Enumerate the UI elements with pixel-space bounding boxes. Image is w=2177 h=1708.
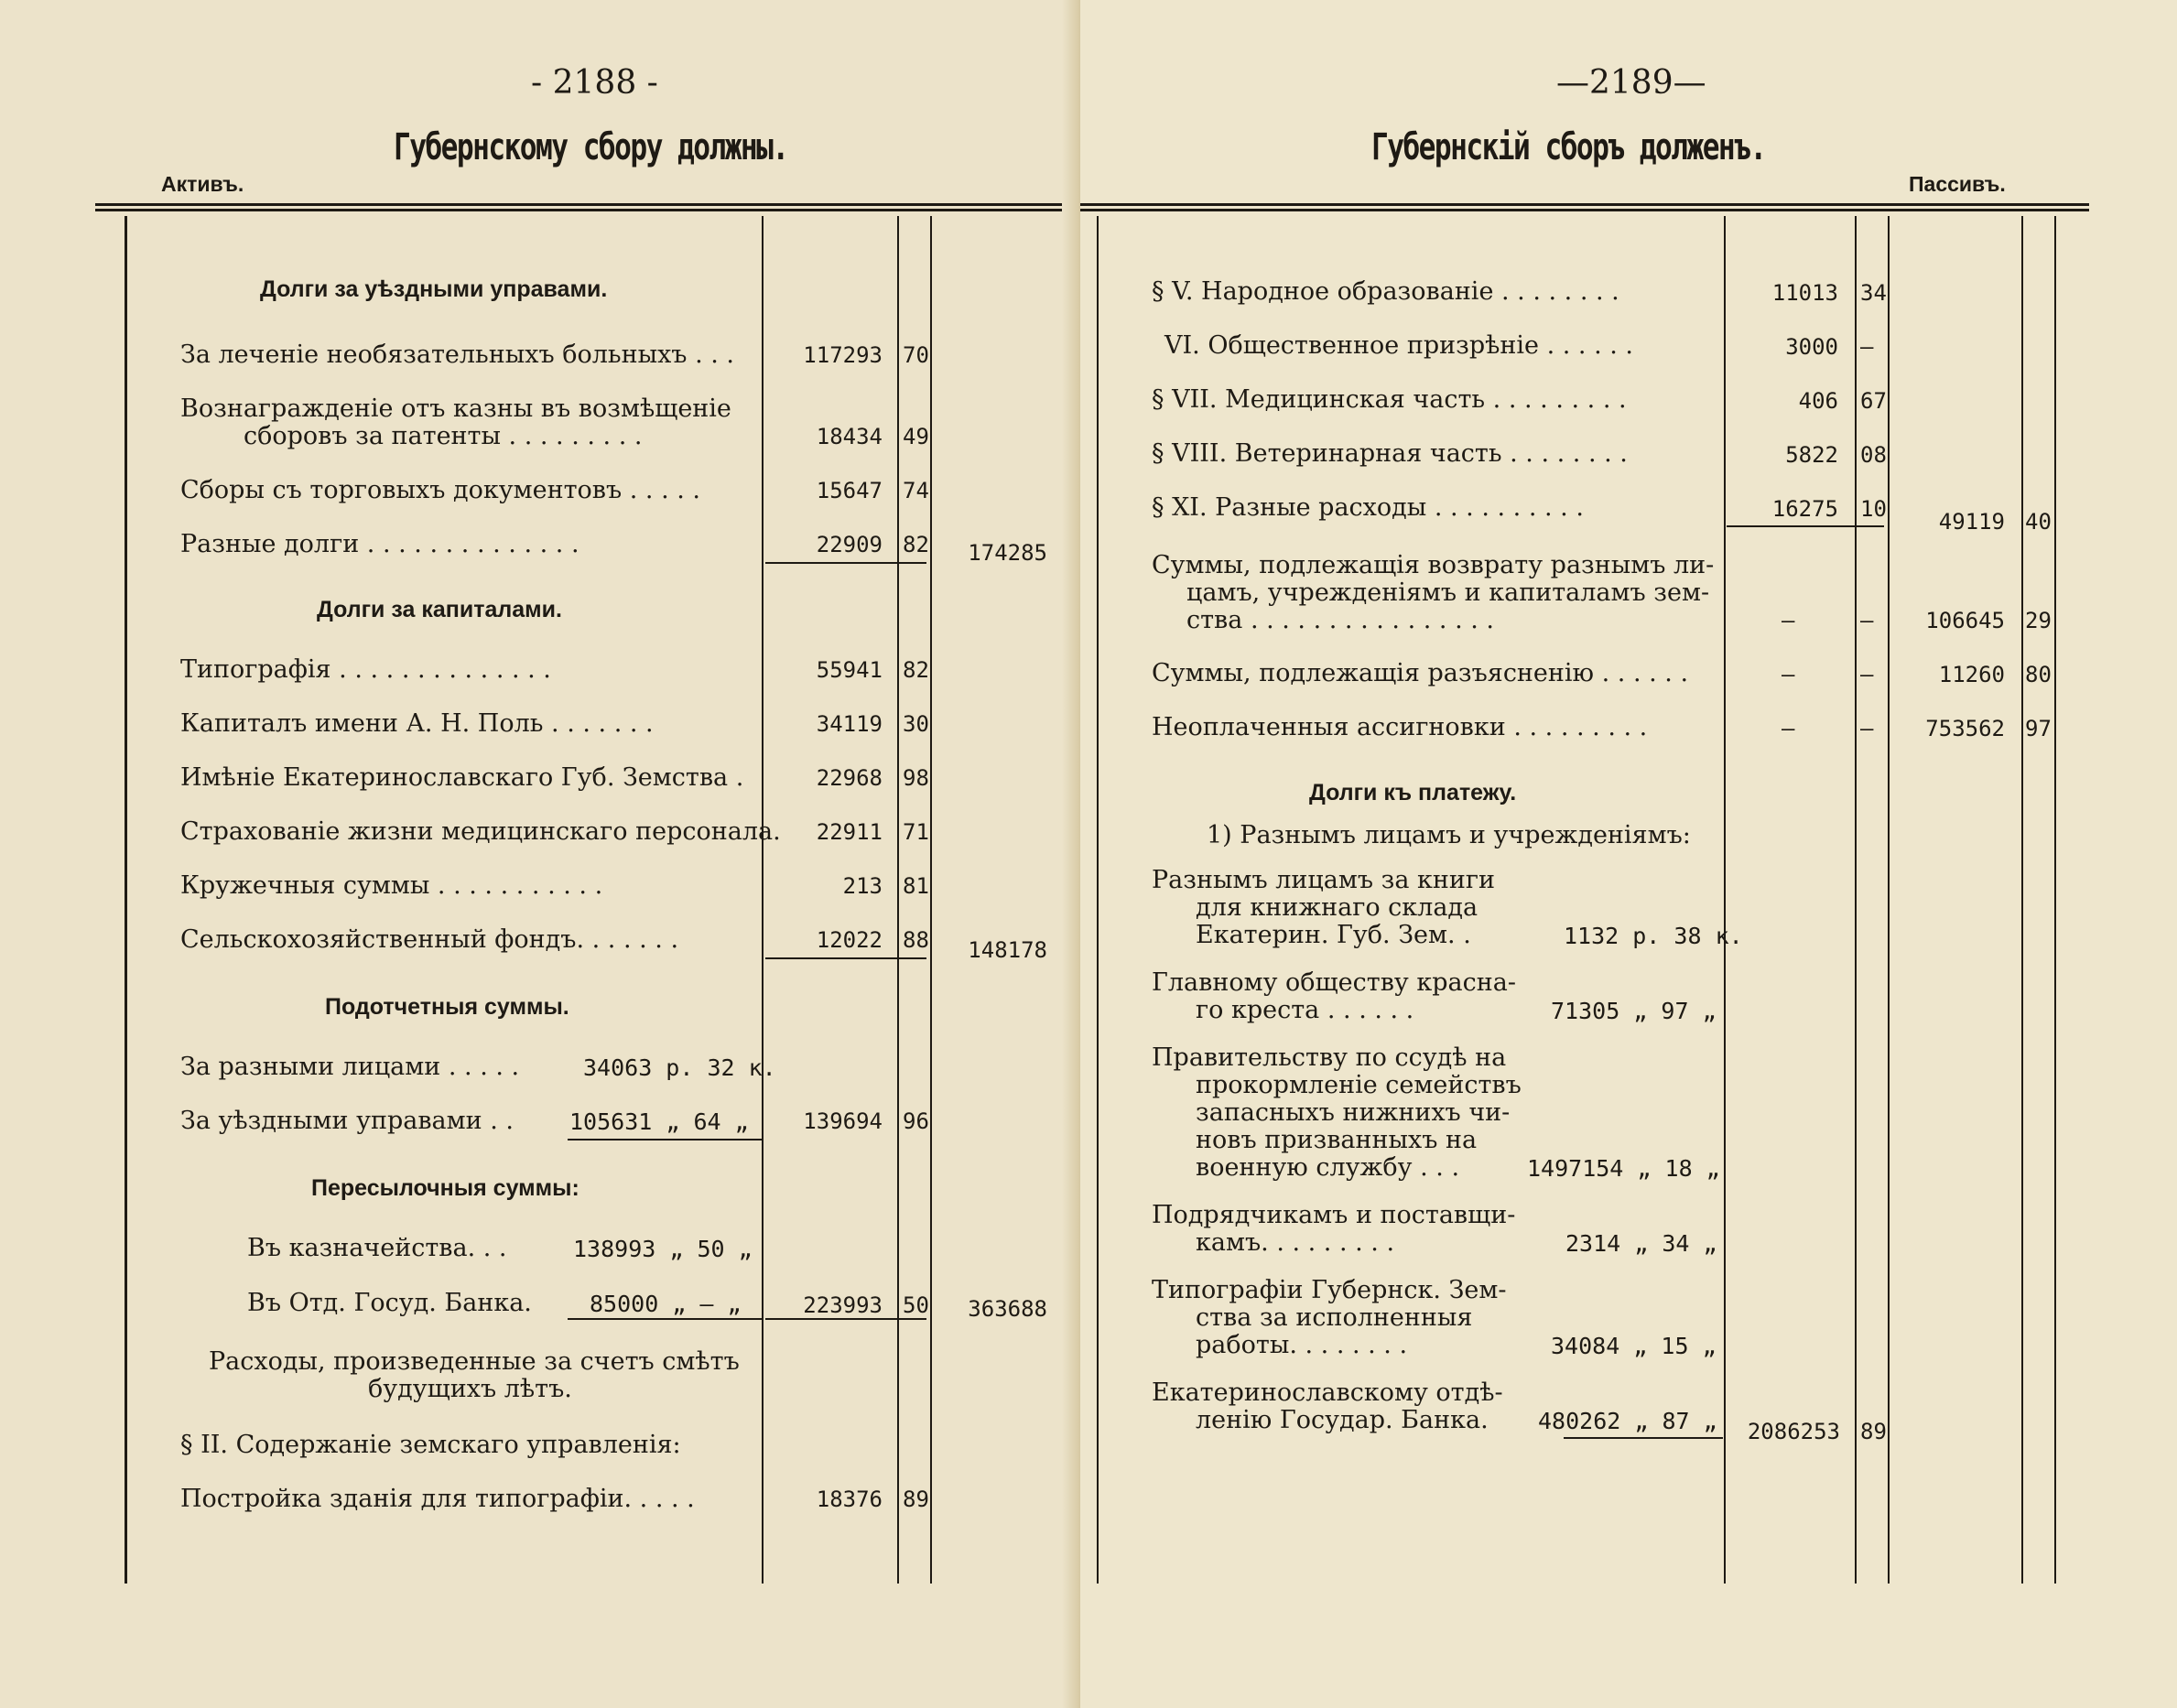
sum-rule: [568, 1139, 762, 1140]
row-label: работы. . . . . . . .: [1196, 1331, 1408, 1359]
kopecks-value: 81: [903, 873, 929, 899]
rubles-value: 2086253: [1747, 1419, 1840, 1444]
rubles-value: 213: [842, 873, 883, 899]
row-label: § II. Содержаніе земскаго управленія:: [180, 1431, 681, 1459]
total-kopecks: 29: [2025, 608, 2052, 633]
column-rule: [1097, 216, 1099, 1584]
row-label: § V. Народное образованіе . . . . . . . .: [1152, 277, 1619, 306]
row-label: Кружечныя суммы . . . . . . . . . . .: [180, 871, 603, 900]
row-label: Сельскохозяйственный фондъ. . . . . . .: [180, 925, 679, 954]
column-rule: [1855, 216, 1857, 1584]
total-kopecks: 97: [2025, 716, 2052, 741]
row-label: Типографіи Губернск. Зем-: [1152, 1276, 1507, 1304]
rubles-value: 139694: [803, 1108, 883, 1134]
row-label: Въ Отд. Госуд. Банка.: [247, 1289, 532, 1317]
top-rule: [95, 203, 1080, 206]
kopecks-value: 70: [903, 342, 929, 368]
rubles-value: 15647: [816, 478, 883, 503]
row-label: За уѣздными управами . .: [180, 1107, 514, 1135]
row-label: прокормленіе семействъ: [1196, 1071, 1522, 1099]
inner-value: 71305 „ 97 „: [1551, 998, 1717, 1024]
kopecks-value: 67: [1860, 388, 1887, 414]
inner-value: 1497154 „ 18 „: [1527, 1155, 1720, 1182]
row-label: Екатерин. Губ. Зем. .: [1196, 921, 1471, 949]
rubles-value: —: [1782, 662, 1795, 687]
page-title: Губернскій сборъ долженъ.: [1371, 126, 1766, 168]
rubles-value: 22911: [816, 819, 883, 845]
rubles-value: 3000: [1785, 334, 1838, 360]
rubles-value: 406: [1798, 388, 1838, 414]
sum-rule: [568, 1318, 762, 1320]
inner-value: 138993 „ 50 „: [573, 1236, 753, 1262]
rubles-value: 16275: [1771, 496, 1838, 522]
row-label: Расходы, произведенные за счетъ смѣтъ: [209, 1347, 740, 1376]
row-label: запасныхъ нижнихъ чи-: [1196, 1098, 1511, 1127]
row-label: Разнымъ лицамъ за книги: [1152, 866, 1496, 894]
kopecks-value: 96: [903, 1108, 929, 1134]
row-label: За леченіе необязательныхъ больныхъ . . .: [180, 341, 734, 369]
kopecks-value: —: [1860, 662, 1874, 687]
rubles-value: 22968: [816, 765, 883, 791]
row-label: будущихъ лѣтъ.: [368, 1375, 572, 1403]
top-rule: [1080, 203, 2089, 206]
rubles-value: 34119: [816, 711, 883, 737]
rubles-value: —: [1782, 716, 1795, 741]
kopecks-value: 71: [903, 819, 929, 845]
row-label: военную службу . . .: [1196, 1153, 1460, 1182]
total-value: 174285: [968, 540, 1047, 566]
kopecks-value: 89: [1860, 1419, 1887, 1444]
section-heading: Пересылочныя суммы:: [311, 1175, 579, 1201]
sum-rule: [765, 562, 926, 564]
sum-rule: [765, 1318, 926, 1320]
row-label: Вознагражденіе отъ казны въ возмѣщеніе: [180, 395, 731, 423]
row-label: Капиталъ имени А. Н. Поль . . . . . . .: [180, 709, 654, 738]
total-value: 363688: [968, 1296, 1047, 1322]
kopecks-value: 50: [903, 1292, 929, 1318]
kopecks-value: 10: [1860, 496, 1887, 522]
row-label: Сборы съ торговыхъ документовъ . . . . .: [180, 476, 700, 504]
kopecks-value: 74: [903, 478, 929, 503]
sum-rule: [765, 957, 926, 959]
kopecks-value: 30: [903, 711, 929, 737]
row-label: цамъ, учрежденіямъ и капиталамъ зем-: [1186, 578, 1710, 607]
column-rule: [2021, 216, 2023, 1584]
page-number: - 2188 -: [531, 64, 658, 102]
kopecks-value: 49: [903, 424, 929, 449]
row-label: ленію Государ. Банка.: [1196, 1406, 1489, 1434]
row-label: Суммы, подлежащія возврату разнымъ ли-: [1152, 551, 1715, 579]
kopecks-value: 88: [903, 927, 929, 953]
row-label: Правительству по ссудѣ на: [1152, 1043, 1507, 1072]
subsection-heading: 1) Разнымъ лицамъ и учрежденіямъ:: [1207, 821, 1691, 849]
side-label: Активъ.: [161, 172, 244, 196]
column-rule: [1724, 216, 1726, 1584]
inner-value: 34084 „ 15 „: [1551, 1333, 1717, 1359]
top-rule-2: [95, 209, 1080, 211]
rubles-value: 223993: [803, 1292, 883, 1318]
rubles-value: 11013: [1771, 280, 1838, 306]
row-label: Имѣніе Екатеринославскаго Губ. Земства .: [180, 763, 744, 792]
column-rule: [2054, 216, 2056, 1584]
section-heading: Долги за уѣздными управами.: [260, 276, 608, 302]
rubles-value: 18376: [816, 1486, 883, 1512]
kopecks-value: 08: [1860, 442, 1887, 468]
kopecks-value: 82: [903, 657, 929, 683]
kopecks-value: 82: [903, 532, 929, 557]
column-rule: [125, 216, 127, 1584]
total-kopecks: 80: [2025, 662, 2052, 687]
page-title: Губернскому сбору должны.: [394, 126, 788, 168]
row-label: ства за исполненныя: [1196, 1303, 1473, 1332]
rubles-value: 117293: [803, 342, 883, 368]
kopecks-value: —: [1860, 608, 1874, 633]
row-label: сборовъ за патенты . . . . . . . . .: [244, 422, 643, 450]
kopecks-value: 98: [903, 765, 929, 791]
total-value: 106645: [1925, 608, 2005, 633]
column-rule: [897, 216, 899, 1584]
kopecks-value: 89: [903, 1486, 929, 1512]
section-heading: Долги за капиталами.: [317, 597, 562, 622]
left-page: [0, 0, 1080, 1708]
total-kopecks: 40: [2025, 509, 2052, 535]
rubles-value: 55941: [816, 657, 883, 683]
row-label: За разными лицами . . . . .: [180, 1053, 520, 1081]
rubles-value: 12022: [816, 927, 883, 953]
row-label: VI. Общественное призрѣніе . . . . . .: [1164, 331, 1634, 360]
row-label: камъ. . . . . . . . .: [1196, 1228, 1395, 1257]
row-label: Въ казначейства. . .: [247, 1234, 507, 1262]
row-label: Главному обществу красна-: [1152, 968, 1516, 997]
row-label: Подрядчикамъ и поставщи-: [1152, 1201, 1516, 1229]
row-label: Разные долги . . . . . . . . . . . . . .: [180, 530, 579, 558]
inner-value: 105631 „ 64 „: [569, 1108, 749, 1135]
inner-value: 85000 „ — „: [590, 1291, 742, 1317]
row-label: для книжнаго склада: [1196, 893, 1478, 922]
kopecks-value: —: [1860, 716, 1874, 741]
rubles-value: —: [1782, 608, 1795, 633]
total-value: 148178: [968, 937, 1047, 963]
section-heading: Долги къ платежу.: [1309, 780, 1517, 805]
total-value: 49119: [1938, 509, 2005, 535]
inner-value: 34063 р. 32 к.: [583, 1054, 776, 1081]
sum-rule: [1727, 525, 1884, 527]
kopecks-value: 34: [1860, 280, 1887, 306]
row-label: ства . . . . . . . . . . . . . . . .: [1186, 606, 1494, 634]
row-label: Постройка зданія для типографіи. . . . .: [180, 1485, 695, 1513]
row-label: новъ призванныхъ на: [1196, 1126, 1478, 1154]
sum-rule: [1564, 1437, 1723, 1439]
row-label: го креста . . . . . .: [1196, 996, 1414, 1024]
inner-value: 1132 р. 38 к.: [1564, 923, 1743, 949]
row-label: Екатеринославскому отдѣ-: [1152, 1378, 1503, 1407]
row-label: § VII. Медицинская часть . . . . . . . . .: [1152, 385, 1627, 414]
column-rule: [1888, 216, 1890, 1584]
row-label: Неоплаченныя ассигновки . . . . . . . . .: [1152, 713, 1648, 741]
side-label: Пассивъ.: [1909, 172, 2006, 196]
right-page: [1080, 0, 2177, 1708]
inner-value: 2314 „ 34 „: [1565, 1230, 1717, 1257]
row-label: § VIII. Ветеринарная часть . . . . . . . .: [1152, 439, 1628, 468]
row-label: § XI. Разные расходы . . . . . . . . . .: [1152, 493, 1584, 522]
row-label: Суммы, подлежащія разъясненію . . . . . .: [1152, 659, 1689, 687]
top-rule-2: [1080, 209, 2089, 211]
total-value: 753562: [1925, 716, 2005, 741]
row-label: Страхованіе жизни медицинскаго персонала.: [180, 817, 781, 846]
total-value: 11260: [1938, 662, 2005, 687]
rubles-value: 22909: [816, 532, 883, 557]
section-heading: Подотчетныя суммы.: [325, 994, 569, 1020]
rubles-value: 5822: [1785, 442, 1838, 468]
row-label: Типографія . . . . . . . . . . . . . .: [180, 655, 551, 684]
page-number: —2189—: [1556, 64, 1706, 102]
rubles-value: 18434: [816, 424, 883, 449]
column-rule: [762, 216, 764, 1584]
inner-value: 480262 „ 87 „: [1538, 1408, 1717, 1434]
kopecks-value: —: [1860, 334, 1874, 360]
column-rule: [930, 216, 932, 1584]
